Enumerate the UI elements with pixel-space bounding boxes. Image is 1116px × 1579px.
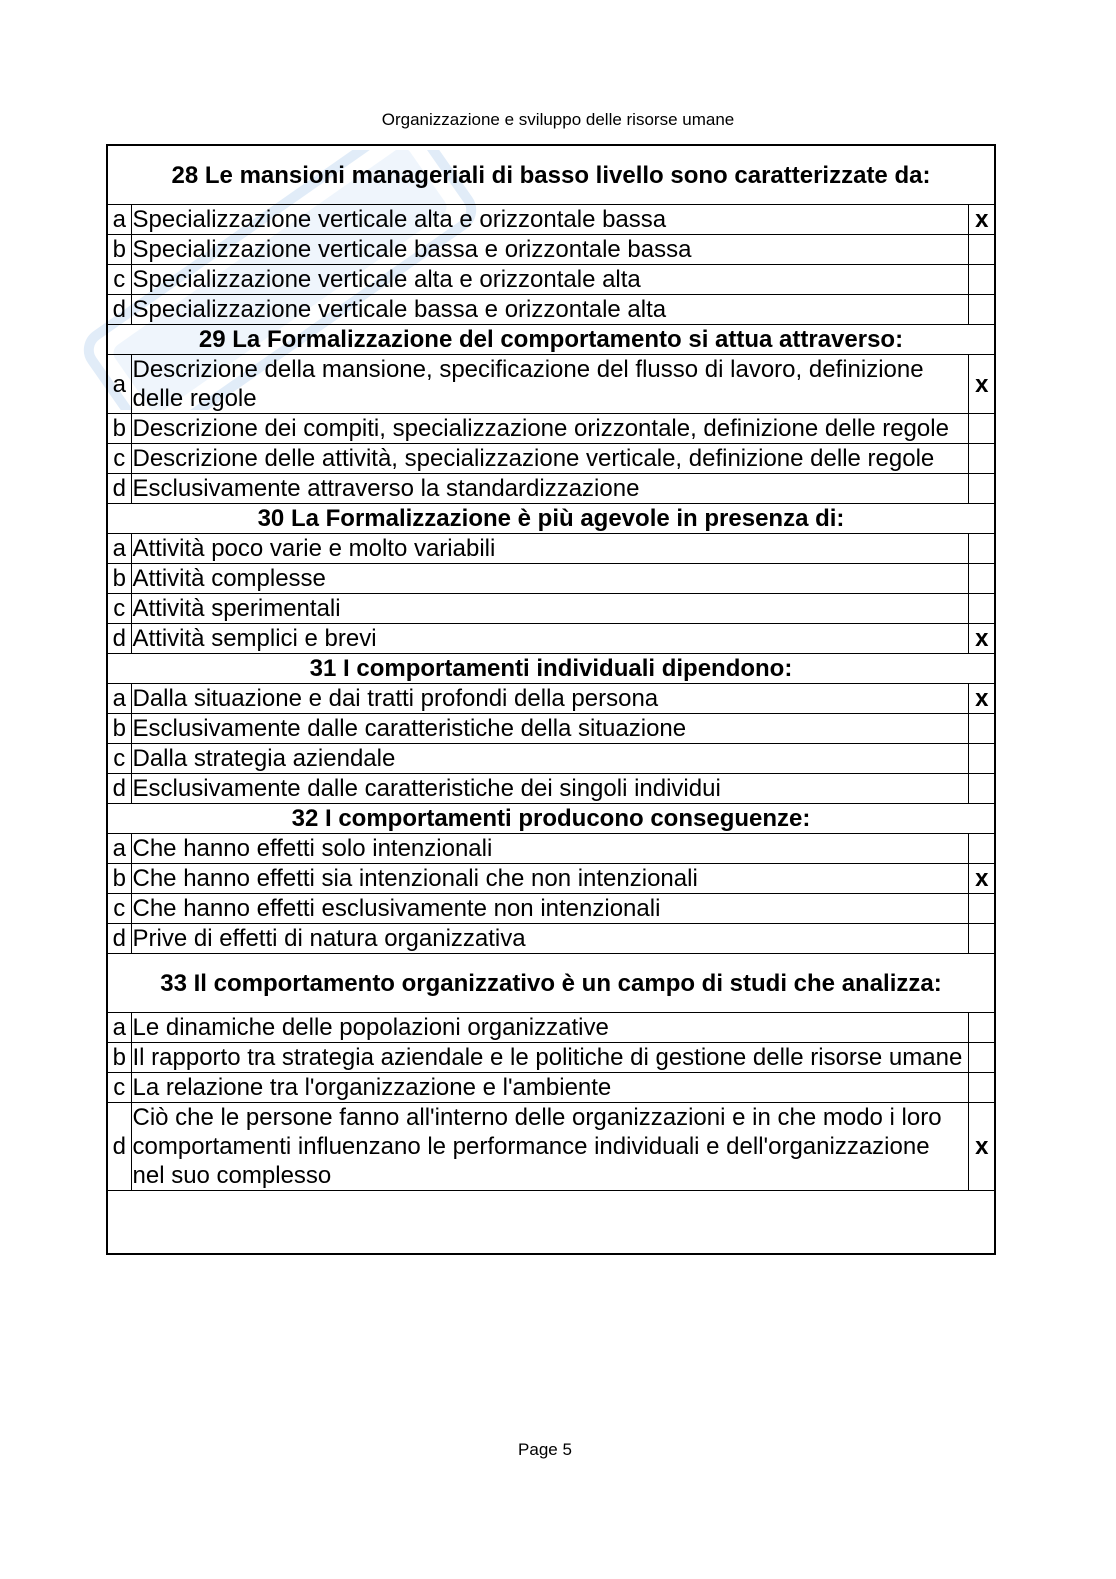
option-text: Ciò che le persone fanno all'interno delle organizzazioni e in che modo i loro comportamenti influenzano le performance individuali e dell'organizzazione nel suo complesso	[131, 1103, 969, 1191]
option-letter: d	[107, 924, 131, 954]
answer-option-row	[107, 1043, 995, 1073]
option-text: Specializzazione verticale bassa e orizzontale bassa	[131, 235, 969, 265]
question-title: 32 I comportamenti producono conseguenze:	[107, 804, 995, 834]
option-letter: b	[107, 414, 131, 444]
answer-option-row	[107, 1013, 995, 1043]
question-title-row	[107, 804, 995, 834]
question-title: 28 Le mansioni manageriali di basso livello sono caratterizzate da:	[107, 145, 995, 205]
answer-option-row	[107, 534, 995, 564]
answer-option-row	[107, 265, 995, 295]
answer-option-row	[107, 235, 995, 265]
option-letter: a	[107, 684, 131, 714]
correct-answer-mark	[969, 1043, 995, 1073]
question-title-row	[107, 954, 995, 1013]
question-title: 29 La Formalizzazione del comportamento si attua attraverso:	[107, 325, 995, 355]
correct-answer-mark	[969, 744, 995, 774]
page-header-title: Organizzazione e sviluppo delle risorse umane	[381, 110, 735, 129]
correct-answer-mark	[969, 1073, 995, 1103]
option-text: La relazione tra l'organizzazione e l'ambiente	[131, 1073, 969, 1103]
quiz-table	[106, 144, 996, 1255]
option-letter: c	[107, 265, 131, 295]
correct-answer-mark: x	[969, 355, 995, 414]
question-title: 33 Il comportamento organizzativo è un campo di studi che analizza:	[107, 954, 995, 1013]
option-letter: a	[107, 355, 131, 414]
page-number: Page 5	[518, 1440, 572, 1459]
question-title-row	[107, 325, 995, 355]
option-text: Specializzazione verticale bassa e orizzontale alta	[131, 295, 969, 325]
correct-answer-mark	[969, 265, 995, 295]
answer-option-row	[107, 684, 995, 714]
correct-answer-mark	[969, 924, 995, 954]
answer-option-row	[107, 624, 995, 654]
answer-option-row	[107, 744, 995, 774]
correct-answer-mark: x	[969, 684, 995, 714]
answer-option-row	[107, 894, 995, 924]
correct-answer-mark	[969, 774, 995, 804]
correct-answer-mark: x	[969, 205, 995, 235]
option-text: Esclusivamente dalle caratteristiche dei singoli individui	[131, 774, 969, 804]
option-text: Descrizione della mansione, specificazione del flusso di lavoro, definizione delle regole	[131, 355, 969, 414]
option-letter: d	[107, 624, 131, 654]
option-letter: c	[107, 894, 131, 924]
option-text: Specializzazione verticale alta e orizzontale alta	[131, 265, 969, 295]
option-text: Che hanno effetti solo intenzionali	[131, 834, 969, 864]
empty-row	[107, 1191, 995, 1255]
option-letter: d	[107, 774, 131, 804]
answer-option-row	[107, 1073, 995, 1103]
option-text: Specializzazione verticale alta e orizzontale bassa	[131, 205, 969, 235]
answer-option-row	[107, 414, 995, 444]
empty-cell	[107, 1191, 995, 1255]
option-letter: a	[107, 1013, 131, 1043]
option-text: Attività semplici e brevi	[131, 624, 969, 654]
correct-answer-mark	[969, 534, 995, 564]
answer-option-row	[107, 864, 995, 894]
answer-option-row	[107, 444, 995, 474]
option-letter: d	[107, 1103, 131, 1191]
option-text: Esclusivamente dalle caratteristiche della situazione	[131, 714, 969, 744]
option-letter: c	[107, 744, 131, 774]
answer-option-row	[107, 355, 995, 414]
answer-option-row	[107, 205, 995, 235]
question-title: 30 La Formalizzazione è più agevole in presenza di:	[107, 504, 995, 534]
correct-answer-mark	[969, 834, 995, 864]
option-text: Che hanno effetti sia intenzionali che non intenzionali	[131, 864, 969, 894]
option-letter: c	[107, 1073, 131, 1103]
correct-answer-mark: x	[969, 624, 995, 654]
correct-answer-mark: x	[969, 864, 995, 894]
correct-answer-mark	[969, 295, 995, 325]
option-text: Prive di effetti di natura organizzativa	[131, 924, 969, 954]
option-text: Dalla strategia aziendale	[131, 744, 969, 774]
option-letter: a	[107, 834, 131, 864]
option-letter: b	[107, 864, 131, 894]
answer-option-row	[107, 295, 995, 325]
answer-option-row	[107, 474, 995, 504]
question-title: 31 I comportamenti individuali dipendono:	[107, 654, 995, 684]
answer-option-row	[107, 774, 995, 804]
correct-answer-mark	[969, 714, 995, 744]
correct-answer-mark	[969, 474, 995, 504]
option-letter: c	[107, 594, 131, 624]
correct-answer-mark	[969, 594, 995, 624]
option-letter: b	[107, 235, 131, 265]
answer-option-row	[107, 1103, 995, 1191]
answer-option-row	[107, 834, 995, 864]
correct-answer-mark	[969, 235, 995, 265]
option-text: Descrizione delle attività, specializzazione verticale, definizione delle regole	[131, 444, 969, 474]
correct-answer-mark	[969, 894, 995, 924]
option-letter: c	[107, 444, 131, 474]
option-text: Attività poco varie e molto variabili	[131, 534, 969, 564]
correct-answer-mark: x	[969, 1103, 995, 1191]
option-letter: d	[107, 295, 131, 325]
option-text: Dalla situazione e dai tratti profondi della persona	[131, 684, 969, 714]
correct-answer-mark	[969, 564, 995, 594]
option-letter: b	[107, 714, 131, 744]
answer-option-row	[107, 714, 995, 744]
option-letter: b	[107, 1043, 131, 1073]
option-text: Esclusivamente attraverso la standardizzazione	[131, 474, 969, 504]
option-text: Descrizione dei compiti, specializzazione orizzontale, definizione delle regole	[131, 414, 969, 444]
answer-option-row	[107, 594, 995, 624]
correct-answer-mark	[969, 1013, 995, 1043]
option-text: Attività complesse	[131, 564, 969, 594]
option-text: Il rapporto tra strategia aziendale e le politiche di gestione delle risorse umane	[131, 1043, 969, 1073]
option-text: Attività sperimentali	[131, 594, 969, 624]
option-letter: a	[107, 205, 131, 235]
option-letter: b	[107, 564, 131, 594]
question-title-row	[107, 145, 995, 205]
answer-option-row	[107, 924, 995, 954]
correct-answer-mark	[969, 414, 995, 444]
option-letter: d	[107, 474, 131, 504]
question-title-row	[107, 504, 995, 534]
option-letter: a	[107, 534, 131, 564]
correct-answer-mark	[969, 444, 995, 474]
quiz-body	[107, 145, 995, 1254]
question-title-row	[107, 654, 995, 684]
option-text: Le dinamiche delle popolazioni organizzative	[131, 1013, 969, 1043]
answer-option-row	[107, 564, 995, 594]
option-text: Che hanno effetti esclusivamente non intenzionali	[131, 894, 969, 924]
